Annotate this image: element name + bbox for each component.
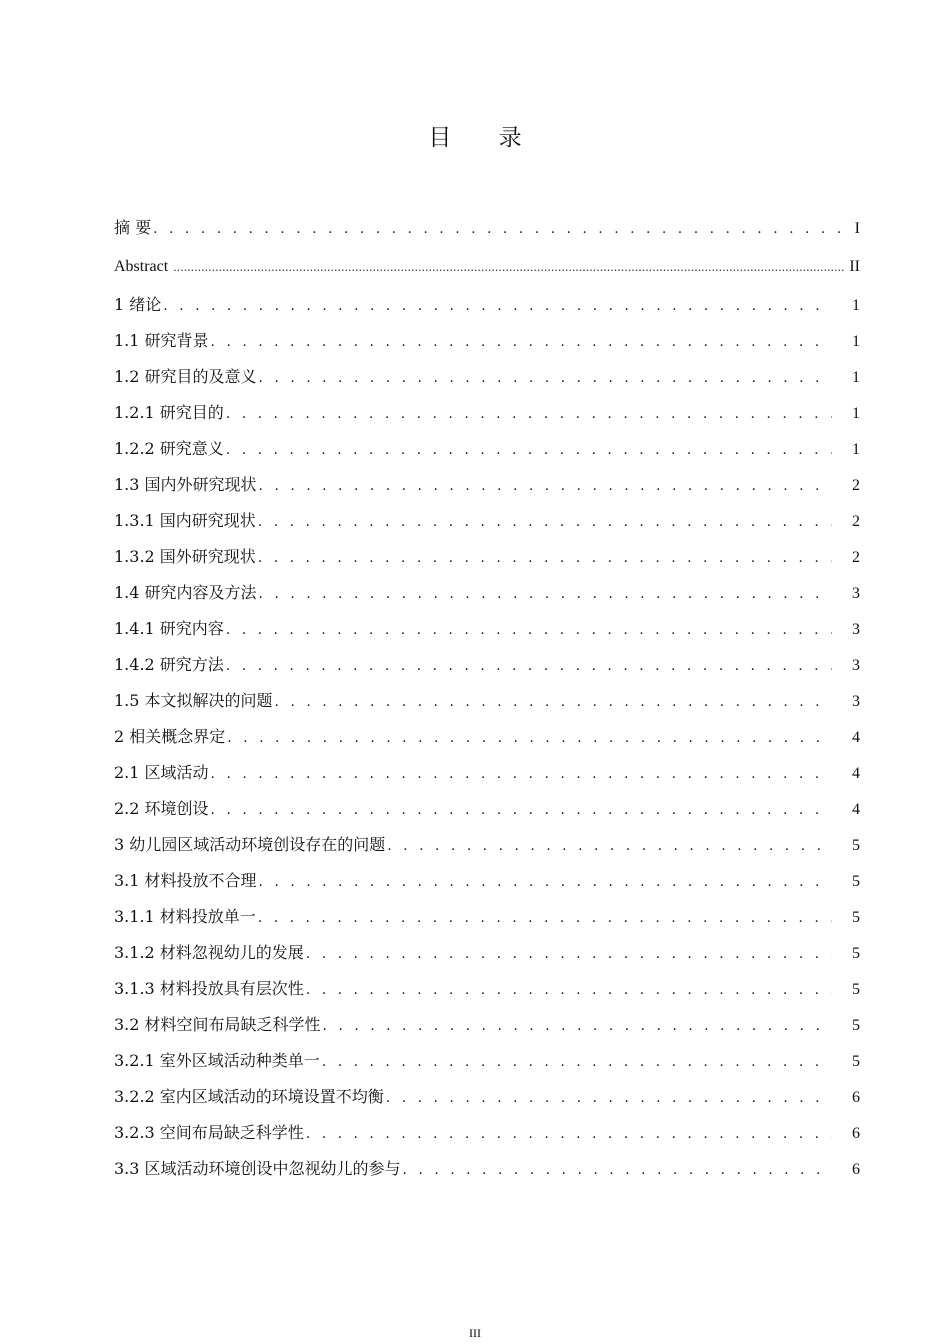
toc-entry[interactable] bbox=[114, 323, 860, 359]
toc-entry-page: 6 bbox=[852, 1125, 860, 1142]
toc-entry[interactable] bbox=[114, 210, 860, 246]
toc-entry-label: 1.4.2 研究方法 bbox=[114, 655, 224, 674]
toc-leader-dots bbox=[306, 936, 832, 972]
toc-entry-label: 1.3.2 国外研究现状 bbox=[114, 547, 256, 566]
toc-leader-dots bbox=[258, 900, 832, 936]
toc-leader-dots bbox=[306, 972, 832, 1008]
toc-entry[interactable] bbox=[114, 827, 860, 863]
toc-entry-label: 1.5 本文拟解决的问题 bbox=[114, 691, 273, 710]
toc-leader-dots bbox=[211, 792, 832, 828]
toc-entry[interactable] bbox=[114, 431, 860, 467]
toc-leader-dots bbox=[226, 432, 832, 468]
toc-entry-label: 3.1 材料投放不合理 bbox=[114, 871, 257, 890]
toc-entry-page: 3 bbox=[852, 585, 860, 602]
toc-leader-dots bbox=[227, 720, 832, 756]
toc-entry-label: 3.1.3 材料投放具有层次性 bbox=[114, 979, 304, 998]
toc-entry-page: 1 bbox=[852, 333, 860, 350]
table-of-contents bbox=[114, 210, 860, 1187]
toc-entry-page: 2 bbox=[852, 549, 860, 566]
toc-entry-page: 4 bbox=[852, 729, 860, 746]
toc-entry[interactable] bbox=[114, 1151, 860, 1187]
toc-entry[interactable] bbox=[114, 1007, 860, 1043]
toc-leader-dots bbox=[226, 612, 832, 648]
toc-entry[interactable] bbox=[114, 791, 860, 827]
toc-entry[interactable] bbox=[114, 575, 860, 611]
toc-entry-label: 3.2.2 室内区域活动的环境设置不均衡 bbox=[114, 1087, 384, 1106]
toc-leader-dots bbox=[259, 468, 832, 504]
toc-entry[interactable] bbox=[114, 683, 860, 719]
toc-leader-dots bbox=[258, 504, 832, 540]
toc-entry-label: Abstract bbox=[114, 258, 169, 275]
toc-leader-dots bbox=[259, 360, 832, 396]
toc-entry[interactable] bbox=[114, 539, 860, 575]
toc-leader-dots bbox=[226, 648, 832, 684]
toc-entry[interactable] bbox=[114, 647, 860, 683]
toc-leader-dots bbox=[323, 1008, 832, 1044]
toc-entry[interactable] bbox=[114, 755, 860, 791]
toc-entry-label: 3.3 区域活动环境创设中忽视幼儿的参与 bbox=[114, 1159, 401, 1178]
toc-leader-dots bbox=[386, 1080, 832, 1116]
toc-entry-page: 5 bbox=[852, 1017, 860, 1034]
toc-leader-dots bbox=[211, 756, 832, 792]
toc-entry-label: 1.1 研究背景 bbox=[114, 331, 209, 350]
toc-entry[interactable] bbox=[114, 719, 860, 755]
toc-entry-label: 1.4 研究内容及方法 bbox=[114, 583, 257, 602]
toc-entry[interactable] bbox=[114, 287, 860, 323]
toc-entry-label: 1 绪论 bbox=[114, 295, 162, 314]
toc-entry-page: 2 bbox=[852, 477, 860, 494]
toc-entry-label: 3.2 材料空间布局缺乏科学性 bbox=[114, 1015, 321, 1034]
toc-entry-page: 1 bbox=[852, 369, 860, 386]
toc-entry-page: 5 bbox=[852, 873, 860, 890]
toc-entry-page: 5 bbox=[852, 909, 860, 926]
toc-leader-dots bbox=[259, 576, 832, 612]
toc-entry-label: 1.3 国内外研究现状 bbox=[114, 475, 257, 494]
toc-entry-page: 5 bbox=[852, 945, 860, 962]
toc-entry-label: 2 相关概念界定 bbox=[114, 727, 226, 746]
toc-entry-page: 6 bbox=[852, 1089, 860, 1106]
toc-entry[interactable] bbox=[114, 611, 860, 647]
toc-entry[interactable] bbox=[114, 935, 860, 971]
toc-entry-label: 3.2.1 室外区域活动种类单一 bbox=[114, 1051, 320, 1070]
toc-entry[interactable] bbox=[114, 1115, 860, 1151]
toc-leader-dots bbox=[173, 247, 844, 288]
toc-entry-page: 3 bbox=[852, 621, 860, 638]
toc-entry[interactable] bbox=[114, 1043, 860, 1079]
toc-entry-page: 3 bbox=[852, 657, 860, 674]
toc-entry[interactable] bbox=[114, 971, 860, 1007]
toc-leader-dots bbox=[403, 1152, 832, 1188]
toc-entry-page: 5 bbox=[852, 1053, 860, 1070]
toc-entry-page: 4 bbox=[852, 801, 860, 818]
toc-entry[interactable] bbox=[114, 359, 860, 395]
toc-entry-page: 3 bbox=[852, 693, 860, 710]
toc-entry[interactable] bbox=[114, 467, 860, 503]
toc-entry-page: 1 bbox=[852, 405, 860, 422]
page-title: 目 录 bbox=[428, 125, 542, 151]
toc-entry[interactable] bbox=[114, 503, 860, 539]
toc-entry[interactable] bbox=[114, 1079, 860, 1115]
toc-entry-label: 2.1 区域活动 bbox=[114, 763, 209, 782]
toc-leader-dots bbox=[258, 540, 832, 576]
toc-leader-dots bbox=[306, 1116, 832, 1152]
toc-entry[interactable] bbox=[114, 395, 860, 431]
toc-entry-page: 1 bbox=[852, 297, 860, 314]
toc-leader-dots bbox=[387, 828, 832, 864]
toc-entry-page: 2 bbox=[852, 513, 860, 530]
toc-entry-label: 1.2.1 研究目的 bbox=[114, 403, 224, 422]
toc-entry-label: 2.2 环境创设 bbox=[114, 799, 209, 818]
toc-entry-label: 1.2 研究目的及意义 bbox=[114, 367, 257, 386]
toc-leader-dots bbox=[163, 288, 832, 324]
toc-entry-label: 摘 要 bbox=[114, 218, 152, 237]
toc-leader-dots bbox=[275, 684, 832, 720]
toc-entry[interactable] bbox=[114, 863, 860, 899]
toc-entry-label: 3.1.2 材料忽视幼儿的发展 bbox=[114, 943, 304, 962]
toc-entry-page: 5 bbox=[852, 981, 860, 998]
toc-entry-page: 4 bbox=[852, 765, 860, 782]
toc-leader-dots bbox=[153, 211, 842, 247]
toc-entry-page: II bbox=[849, 258, 860, 275]
toc-entry-label: 3 幼儿园区域活动环境创设存在的问题 bbox=[114, 835, 386, 854]
toc-leader-dots bbox=[322, 1044, 832, 1080]
page-number: III bbox=[469, 1326, 481, 1340]
toc-entry[interactable] bbox=[114, 899, 860, 935]
toc-leader-dots bbox=[259, 864, 832, 900]
toc-entry-page: 5 bbox=[852, 837, 860, 854]
toc-entry-label: 3.2.3 空间布局缺乏科学性 bbox=[114, 1123, 304, 1142]
toc-entry-page: 6 bbox=[852, 1161, 860, 1178]
toc-entry-label: 1.3.1 国内研究现状 bbox=[114, 511, 256, 530]
toc-entry-label: 1.2.2 研究意义 bbox=[114, 439, 224, 458]
toc-leader-dots bbox=[211, 324, 832, 360]
toc-leader-dots bbox=[226, 396, 832, 432]
toc-entry[interactable] bbox=[114, 246, 860, 287]
toc-entry-label: 1.4.1 研究内容 bbox=[114, 619, 224, 638]
toc-entry-page: I bbox=[854, 220, 860, 237]
toc-entry-label: 3.1.1 材料投放单一 bbox=[114, 907, 256, 926]
toc-entry-page: 1 bbox=[852, 441, 860, 458]
